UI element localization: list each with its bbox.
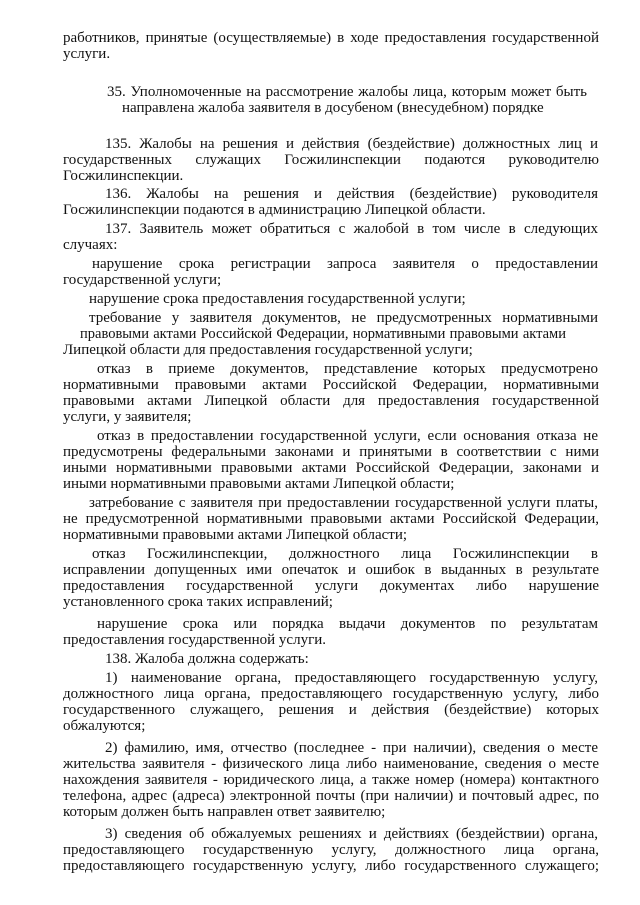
text-line: обжалуются; — [63, 718, 146, 734]
text-line: предоставления государственной услуги. — [63, 632, 327, 648]
text-line: предусмотрены федеральными законами и принятыми в соответствии с ними — [63, 444, 599, 460]
text-line: случаях: — [63, 237, 118, 253]
text-line: предоставляющего государственную услугу, либо государственного служащего; — [63, 858, 599, 874]
text-line: исправлении допущенных ими опечаток и ошибок в выданных в результате — [63, 562, 599, 578]
text-line: государственных служащих Госжилинспекции подаются руководителю — [63, 152, 599, 168]
text-line: Госжилинспекции. — [63, 168, 184, 184]
text-line: нарушение срока предоставления государственной услуги; — [89, 291, 466, 307]
text-line: правовыми актами Российской Федерации, нормативными правовыми актами — [80, 326, 566, 342]
text-line: отказ в приеме документов, представление которых предусмотрено — [97, 361, 598, 377]
text-line: нарушение срока или порядка выдачи документов по результатам — [97, 616, 598, 632]
text-line: предоставляющего государственную услугу, должностного лица органа, — [63, 842, 599, 858]
text-line: услуги, у заявителя; — [63, 409, 192, 425]
text-line: 2) фамилию, имя, отчество (последнее - при наличии), сведения о месте — [105, 740, 598, 756]
text-line: правовыми актами Липецкой области для предоставления государственной — [63, 393, 599, 409]
text-line: Госжилинспекции подаются в администрацию Липецкой области. — [63, 202, 486, 218]
section-heading: направлена жалоба заявителя в досубеном (внесудебном) порядке — [122, 100, 544, 116]
text-line: нормативными правовыми актами Российской Федерации, нормативными — [63, 377, 599, 393]
text-line: 137. Заявитель может обратиться с жалобой в том числе в следующих — [105, 221, 598, 237]
text-line: требование у заявителя документов, не предусмотренных нормативными — [89, 310, 598, 326]
text-line: услуги. — [63, 46, 111, 62]
text-line: затребование с заявителя при предоставлении государственной услуги платы, — [89, 495, 598, 511]
text-line: иными нормативными правовыми актами Липецкой области; — [63, 476, 455, 492]
text-line: 135. Жалобы на решения и действия (бездействие) должностных лиц и — [105, 136, 598, 152]
text-line: государственной услуги; — [63, 272, 222, 288]
text-line: государственного служащего, решения и действия (бездействие) которых — [63, 702, 599, 718]
text-line: телефона, адрес (адреса) электронной почты (при наличии) и почтовый адрес, по — [63, 788, 599, 804]
text-line: 3) сведения об обжалуемых решениях и действиях (бездействии) органа, — [105, 826, 598, 842]
text-line: нормативными правовыми актами Липецкой области; — [63, 527, 408, 543]
text-line: работников, принятые (осуществляемые) в ходе предоставления государственной — [63, 30, 599, 46]
text-line: 136. Жалобы на решения и действия (бездействие) руководителя — [105, 186, 598, 202]
text-line: Липецкой области для предоставления государственной услуги; — [63, 342, 473, 358]
text-line: нахождения заявителя - юридического лица, а также номер (номера) контактного — [63, 772, 599, 788]
text-line: иными нормативными правовыми актами Российской Федерации, законами и — [63, 460, 599, 476]
text-line: 1) наименование органа, предоставляющего государственную услугу, — [105, 670, 598, 686]
text-line: должностного лица органа, предоставляющего государственную услугу, либо — [63, 686, 599, 702]
text-line: нарушение срока регистрации запроса заявителя о предоставлении — [92, 256, 598, 272]
text-line: 138. Жалоба должна содержать: — [105, 651, 309, 667]
text-line: не предусмотренной нормативными правовыми актами Российской Федерации, — [63, 511, 599, 527]
text-line: отказ в предоставлении государственной услуги, если основания отказа не — [97, 428, 598, 444]
text-line: предоставления государственной услуги документах либо нарушение — [63, 578, 599, 594]
text-line: отказ Госжилинспекции, должностного лица Госжилинспекции в — [92, 546, 598, 562]
text-line: жительства заявителя - физического лица либо наименование, сведения о месте — [63, 756, 599, 772]
text-line: которым должен быть направлен ответ заявителю; — [63, 804, 386, 820]
section-heading: 35. Уполномоченные на рассмотрение жалобы лица, которым может быть — [107, 84, 587, 100]
text-line: установленного срока таких исправлений; — [63, 594, 333, 610]
